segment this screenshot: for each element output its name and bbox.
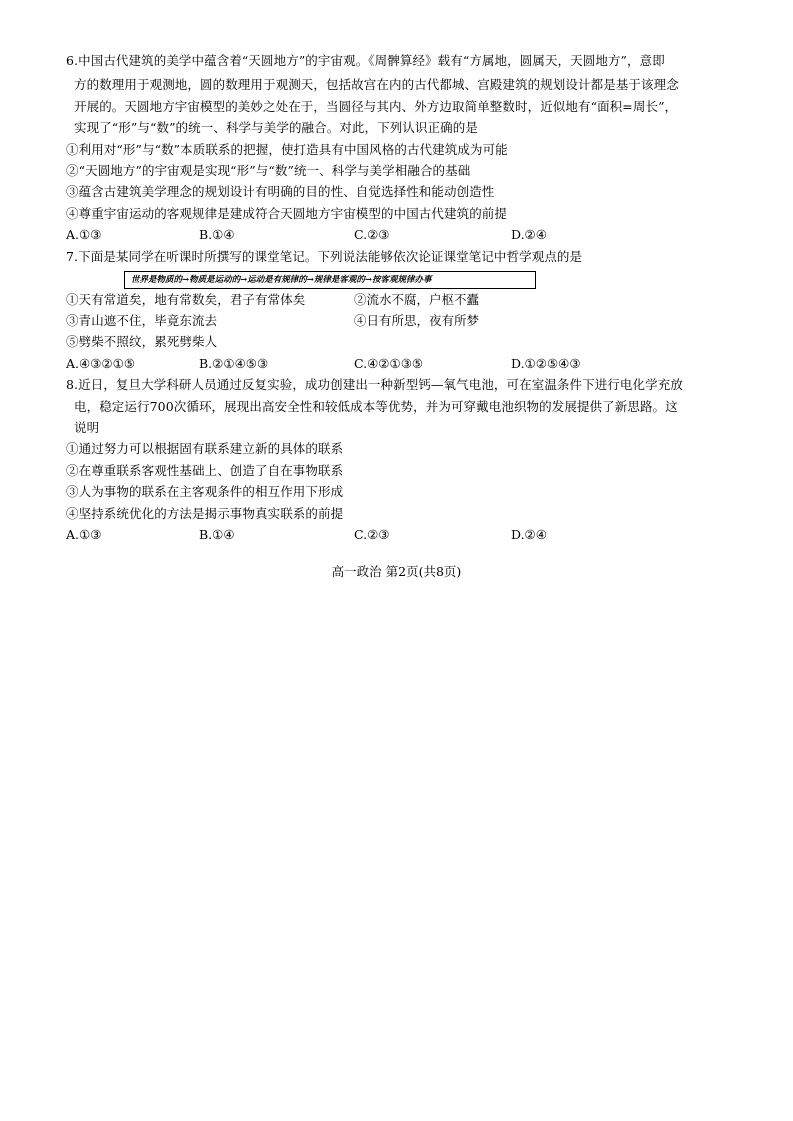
q7-option-d: D.①②⑤④③ xyxy=(511,356,581,371)
q7-option-c: C.④②①③⑤ xyxy=(354,356,424,371)
q6-option-a: A.①③ xyxy=(66,227,102,242)
q8-option-b: B.①④ xyxy=(199,527,235,542)
q7-option-b: B.②①④⑤③ xyxy=(199,356,269,371)
q7-option-a: A.④③②①⑤ xyxy=(66,356,136,371)
q6-stem-line-2: 方的数理用于观测地，圆的数理用于观测天，包括故宫在内的古代都城、宫殿建筑的规划设计都是基于该理念 xyxy=(74,77,679,92)
q6-item-2: ②“天圆地方”的宇宙观是实现“形”与“数”统一、科学与美学相融合的基础 xyxy=(66,163,471,178)
q7-item-1: ①天有常道矣，地有常数矣，君子有常体矣 xyxy=(66,292,306,307)
q7-item-3: ③青山遮不住，毕竟东流去 xyxy=(66,313,218,328)
q7-class-note-box: 世界是物质的→物质是运动的→运动是有规律的→规律是客观的→按客观规律办事 xyxy=(124,271,536,289)
q6-item-1: ①利用对“形”与“数”本质联系的把握，使打造具有中国风格的古代建筑成为可能 xyxy=(66,142,508,157)
q7-item-4: ④日有所思，夜有所梦 xyxy=(354,313,480,328)
q8-item-3: ③人为事物的联系在主客观条件的相互作用下形成 xyxy=(66,484,344,499)
q6-stem-line-3: 开展的。天圆地方宇宙模型的美妙之处在于，当圆径与其内、外方边取简单整数时，近似地有“面积=周长”， xyxy=(74,99,678,114)
q6-stem-line-4: 实现了“形”与“数”的统一、科学与美学的融合。对此，下列认识正确的是 xyxy=(74,120,478,135)
q7-item-2: ②流水不腐，户枢不蠹 xyxy=(354,292,480,307)
q8-option-c: C.②③ xyxy=(354,527,390,542)
q8-option-d: D.②④ xyxy=(511,527,547,542)
q6-option-d: D.②④ xyxy=(511,227,547,242)
q6-stem-line-1: 6.中国古代建筑的美学中蕴含着“天圆地方”的宇宙观。《周髀算经》载有“方属地，圆属天，天圆地方”，意即 xyxy=(66,53,665,68)
q8-item-4: ④坚持系统优化的方法是揭示事物真实联系的前提 xyxy=(66,506,344,521)
q8-item-1: ①通过努力可以根据固有联系建立新的具体的联系 xyxy=(66,441,344,456)
q6-option-b: B.①④ xyxy=(199,227,235,242)
q6-option-c: C.②③ xyxy=(354,227,390,242)
q6-item-4: ④尊重宇宙运动的客观规律是建成符合天圆地方宇宙模型的中国古代建筑的前提 xyxy=(66,206,508,221)
page-footer: 高一政治 第2页(共8页) xyxy=(331,564,462,579)
q8-item-2: ②在尊重联系客观性基础上、创造了自在事物联系 xyxy=(66,463,344,478)
q7-item-5: ⑤劈柴不照纹，累死劈柴人 xyxy=(66,334,218,349)
q8-stem-line-2: 电，稳定运行700次循环，展现出高安全性和较低成本等优势，并为可穿戴电池织物的发展提供了新思路。这 xyxy=(74,399,678,414)
q8-stem-line-3: 说明 xyxy=(74,420,100,435)
q8-stem-line-1: 8.近日，复旦大学科研人员通过反复实验，成功创建出一种新型钙—氧气电池，可在室温条件下进行电化学充放 xyxy=(66,377,683,392)
q8-option-a: A.①③ xyxy=(66,527,102,542)
q6-item-3: ③蕴含古建筑美学理念的规划设计有明确的目的性、自觉选择性和能动创造性 xyxy=(66,184,495,199)
q7-stem: 7.下面是某同学在听课时所撰写的课堂笔记。下列说法能够依次论证课堂笔记中哲学观点的是 xyxy=(66,249,583,264)
